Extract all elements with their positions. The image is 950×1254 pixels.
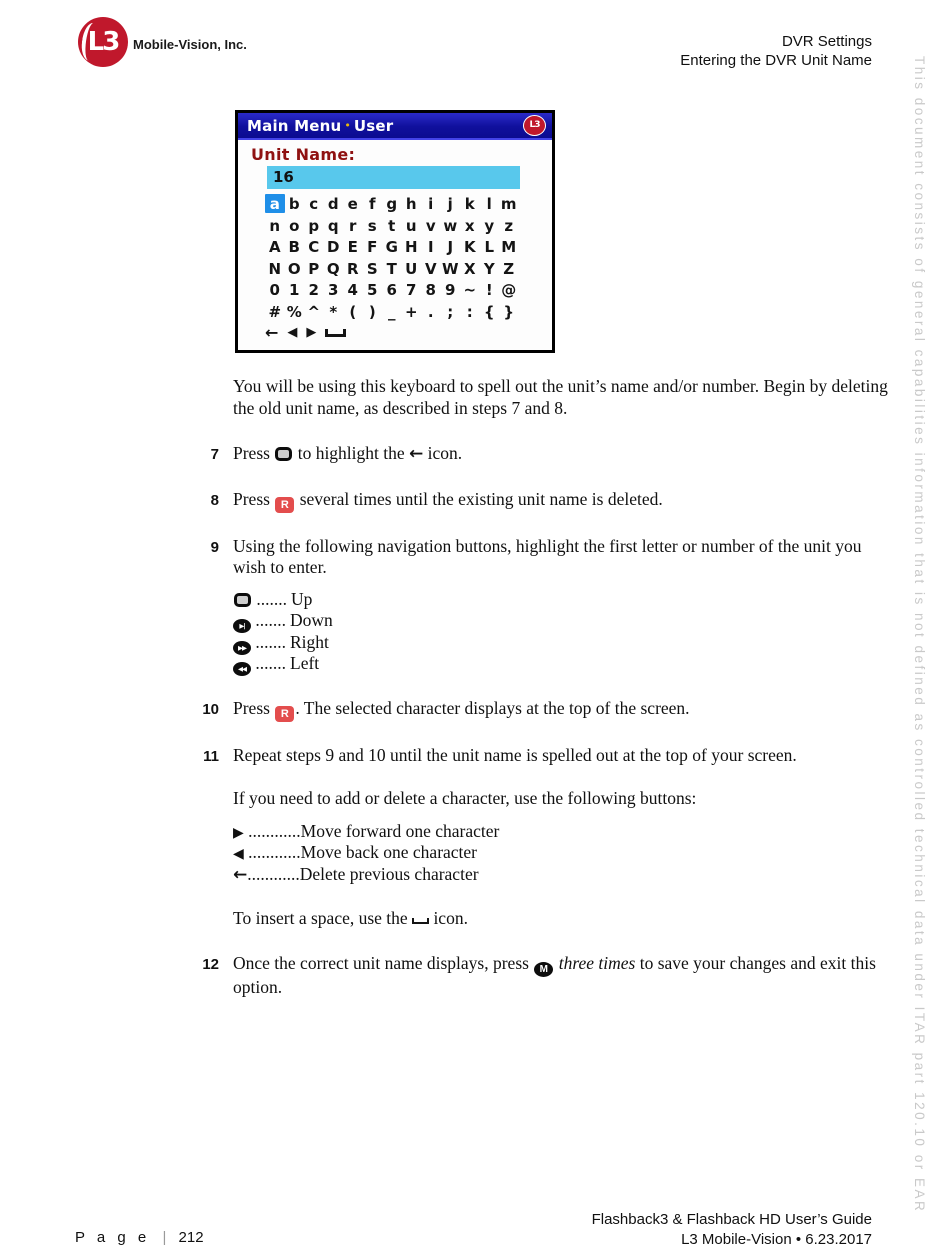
itar-watermark: This document consists of general capabilities information that is not defined as controlled technical data under ITAR part 120.10 or EAR: [912, 56, 927, 1214]
key-J: J: [447, 238, 454, 256]
keyboard-row: [265, 280, 519, 302]
key-U: U: [405, 259, 418, 278]
key-}: }: [503, 302, 515, 321]
key-~: ~: [463, 281, 477, 299]
key-g: g: [386, 195, 398, 213]
step-number: 12: [202, 955, 219, 973]
legend-row-right: ▶▶ ....... Right: [233, 632, 889, 654]
publisher-date: L3 Mobile-Vision • 6.23.2017: [681, 1231, 872, 1248]
step-12: [197, 953, 889, 999]
l3-badge-icon: L3: [523, 115, 546, 136]
key-+: +: [404, 302, 418, 321]
key-K: K: [463, 238, 476, 256]
key-N: N: [268, 259, 282, 278]
key-8: 8: [425, 281, 436, 299]
keyboard-nav-row: [265, 324, 552, 342]
key-o: o: [289, 216, 300, 235]
key-M: M: [501, 238, 517, 256]
backspace-arrow-icon: ←: [409, 444, 424, 464]
key-m: m: [500, 195, 517, 213]
key-@: @: [501, 281, 517, 299]
move-back-icon: ◀: [233, 846, 244, 862]
move-forward-key-icon: ▶: [306, 325, 317, 340]
menu-button-icon: M: [534, 962, 553, 977]
key-!: !: [485, 281, 493, 299]
step-7: [197, 443, 889, 466]
legend-row-left: ◀◀ ....... Left: [233, 653, 889, 675]
key-a: a: [265, 194, 285, 213]
step-text: Press R several times until the existing unit name is deleted.: [233, 488, 663, 511]
key-b: b: [288, 195, 300, 213]
key-h: h: [405, 195, 417, 213]
record-button-icon: R: [275, 497, 294, 513]
key-i: i: [428, 195, 434, 213]
step-11: [197, 745, 889, 930]
step-text: Press to highlight the ← icon.: [233, 443, 463, 464]
move-forward-icon: ▶: [233, 824, 244, 841]
stop-button-icon: [234, 593, 251, 607]
key-*: *: [329, 302, 338, 321]
key-k: k: [464, 195, 475, 213]
key-6: 6: [386, 281, 397, 299]
key-7: 7: [406, 281, 417, 299]
step-number: 11: [203, 747, 219, 765]
key-Q: Q: [326, 259, 340, 278]
key-T: T: [386, 259, 397, 278]
key-A: A: [268, 238, 281, 256]
key-:: :: [466, 302, 473, 321]
key-L: L: [484, 238, 495, 256]
key-3: 3: [328, 281, 339, 299]
key-): ): [368, 302, 376, 321]
key-(: (: [349, 302, 357, 321]
dvr-screen-capture: [235, 110, 555, 353]
legend-row-forward: ▶ ............Move forward one character: [233, 820, 500, 841]
space-key-icon: [325, 329, 346, 337]
running-header: [680, 32, 872, 70]
key-1: 1: [289, 281, 300, 299]
key-X: X: [463, 259, 476, 278]
key-e: e: [347, 195, 358, 213]
key-V: V: [424, 259, 437, 278]
legend-row-delete: ←............Delete previous character: [233, 863, 479, 885]
header-doc-subtitle: Entering the DVR Unit Name: [680, 52, 872, 69]
key-2: 2: [308, 281, 319, 299]
key-s: s: [367, 216, 377, 235]
key-P: P: [308, 259, 320, 278]
key-u: u: [405, 216, 417, 235]
guide-title: Flashback3 & Flashback HD User’s Guide: [591, 1211, 872, 1228]
key-E: E: [347, 238, 358, 256]
key-d: d: [327, 195, 339, 213]
key-G: G: [385, 238, 398, 256]
space-key-icon: [412, 918, 429, 924]
space-note: To insert a space, use the icon.: [233, 908, 468, 928]
dvr-title-left: Main Menu: [247, 116, 342, 135]
key-%: %: [286, 302, 302, 321]
dvr-titlebar: [238, 113, 552, 140]
rewind-button-icon: ◀◀: [233, 662, 251, 676]
key-v: v: [425, 216, 436, 235]
key-B: B: [288, 238, 300, 256]
key-Z: Z: [503, 259, 515, 278]
key-C: C: [308, 238, 320, 256]
key-D: D: [327, 238, 340, 256]
key-_: _: [388, 302, 396, 321]
step-text: Repeat steps 9 and 10 until the unit name is spelled out at the top of your screen. If you need to add or delete a character, use the following buttons: ▶ ............Move forward one character ◀ ............Move back one character ←............Delete previous character To insert a space, use the icon.: [233, 745, 889, 930]
unit-name-label: Unit Name:: [251, 145, 356, 164]
page-number: 212: [178, 1229, 204, 1246]
step-10: [197, 698, 889, 722]
key-S: S: [366, 259, 378, 278]
key-;: ;: [447, 302, 454, 321]
key-r: r: [349, 216, 357, 235]
stop-button-icon: [275, 447, 292, 461]
key-w: w: [443, 216, 458, 235]
step-text: Press R . The selected character displays at the top of the screen.: [233, 697, 690, 720]
fast-forward-button-icon: ▶▶: [233, 641, 251, 655]
key-0: 0: [269, 281, 280, 299]
step-text: Once the correct unit name displays, press M three times to save your changes and exit this option.: [233, 952, 876, 997]
keyboard-row: [265, 237, 519, 259]
key-t: t: [388, 216, 396, 235]
nav-button-legend: [233, 589, 889, 675]
legend-row-up: ....... Up: [233, 589, 889, 611]
footer-divider: |: [162, 1229, 167, 1246]
key-I: I: [427, 238, 434, 256]
page-number-footer: P a g e | 212: [75, 1229, 204, 1246]
legend-row-back: ◀ ............Move back one character: [233, 842, 478, 862]
key-W: W: [441, 259, 459, 278]
key-z: z: [504, 216, 514, 235]
edit-button-legend: [233, 821, 889, 886]
key-q: q: [327, 216, 339, 235]
key-^: ^: [307, 302, 321, 321]
key-R: R: [346, 259, 359, 278]
step-number: 7: [210, 446, 219, 463]
header-doc-title: DVR Settings: [781, 33, 872, 50]
record-button-icon: R: [275, 706, 294, 722]
backspace-key-icon: ←: [265, 323, 279, 342]
key-l: l: [486, 195, 492, 213]
key-{: {: [483, 302, 495, 321]
key-4: 4: [347, 281, 358, 299]
key-c: c: [309, 195, 319, 213]
keyboard-row: [265, 302, 519, 324]
unit-name-value: 16: [267, 166, 520, 189]
step-text: Using the following navigation buttons, highlight the first letter or number of the unit you wish to enter. ....... Up ▶| ....... Down ▶▶ ....... Right ◀◀ ....... Left: [233, 536, 889, 675]
play-pause-button-icon: ▶|: [233, 619, 251, 633]
move-back-key-icon: ◀: [287, 325, 298, 340]
running-footer: [592, 1210, 872, 1250]
step-9: [197, 536, 889, 675]
keyboard-row: [265, 194, 519, 216]
key-f: f: [368, 195, 376, 213]
delete-previous-icon: ←: [233, 864, 248, 885]
key-.: .: [427, 302, 434, 321]
dvr-title-right: User: [353, 116, 394, 135]
key-j: j: [447, 195, 453, 213]
key-5: 5: [367, 281, 378, 299]
keyboard-row: [265, 259, 519, 281]
step-number: 10: [202, 700, 219, 718]
step-number: 8: [210, 491, 219, 509]
legend-row-down: ▶| ....... Down: [233, 610, 889, 632]
company-name: Mobile-Vision, Inc.: [133, 37, 247, 52]
step-8: [197, 489, 889, 513]
key-9: 9: [445, 281, 456, 299]
key-Y: Y: [483, 259, 495, 278]
key-#: #: [268, 302, 282, 321]
key-F: F: [367, 238, 378, 256]
key-n: n: [269, 216, 281, 235]
l3-logo: [78, 17, 128, 67]
dvr-title-separator-icon: •: [344, 119, 351, 132]
logo-mark: L3: [87, 27, 119, 57]
key-x: x: [464, 216, 475, 235]
key-H: H: [404, 238, 418, 256]
key-p: p: [308, 216, 320, 235]
keyboard: [265, 194, 519, 323]
intro-paragraph: You will be using this keyboard to spell out the unit’s name and/or number. Begin by deleting the old unit name, as described in steps 7 and 8.: [233, 376, 888, 418]
step-number: 9: [210, 538, 219, 556]
keyboard-row: [265, 216, 519, 238]
instructions: [197, 376, 889, 1021]
key-O: O: [287, 259, 301, 278]
edit-note: If you need to add or delete a character, use the following buttons:: [233, 788, 697, 808]
key-y: y: [484, 216, 495, 235]
